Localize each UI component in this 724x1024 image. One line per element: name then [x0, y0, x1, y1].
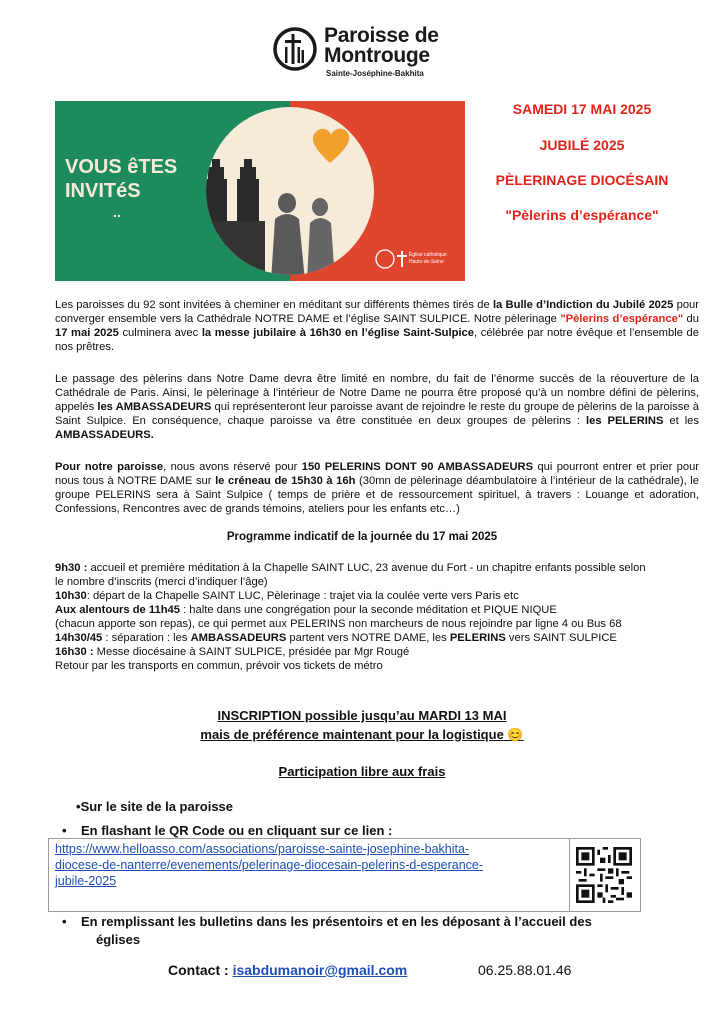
intro-paragraph: Les paroisses du 92 sont invitées à cheminer en méditant sur différents thèmes tirés de la Bulle d’Indiction du Jubilé 2025 pour converger ensemble vers la Cathédrale NOTRE DAME et l’église SAINT SULPICE. Notre pèlerinage "Pèlerins d’espérance" du 17 mai 2025 culminera avec la messe jubilaire à 16h30 en l’église Saint-Sulpice, célébrée par notre évêque et l’ensemble de nos prêtres.	[55, 299, 700, 353]
programme-list	[55, 561, 705, 673]
programme-item-9h30-cont: le nombre d’inscrits (merci d’indiquer l’âge)	[55, 576, 268, 588]
qr-code-icon[interactable]	[576, 847, 632, 903]
bullet-icon: •	[62, 823, 81, 838]
ambassadeurs-paragraph: Le passage des pèlerins dans Notre Dame devra être limité en nombre, du fait de l’énorme succès de la réouverture de la Cathédrale de Paris. Ainsi, le pèlerinage à l’intérieur de Notre Dame ne pourra être proposé qu’à un nombre défini de pèlerins, appelés les AMBASSADEURS qui représenteront leur paroisse avant de rejoindre le reste du groupe de pèlerins de la paroisse à Saint Sulpice. En conséquence, chaque paroisse va être constituée en deux groupes de pèlerins : les PELERINS et les AMBASSADEURS.	[55, 373, 700, 441]
option-bulletin: • En remplissant les bulletins dans les présentoirs et en les déposant à l’accueil des	[62, 914, 592, 929]
programme-item-9h30: 9h30 : accueil et première méditation à la Chapelle SAINT LUC, 23 avenue du Fort - un chapitre enfants possible selon	[55, 562, 646, 574]
programme-item-14h30: 14h30/45 : séparation : les AMBASSADEURS partent vers NOTRE DAME, les PELERINS vers SAINT SULPICE	[55, 632, 617, 644]
programme-item-11h45: Aux alentours de 11h45 : halte dans une congrégation pour la seconde méditation et PIQUE NIQUE	[55, 604, 557, 616]
programme-item-11h45-cont: (chacun apporte son repas), ce qui permet aux PELERINS non marcheurs de nous rejoindre par ligne 4 ou Bus 68	[55, 618, 622, 630]
inscription-deadline: INSCRIPTION possible jusqu’au MARDI 13 MAI	[217, 708, 507, 723]
pelerinage-title: PÈLERINAGE DIOCÉSAIN	[495, 172, 669, 188]
event-banner	[55, 101, 465, 281]
jubile-title: JUBILÉ 2025	[539, 137, 625, 153]
banner-text-line2: INVITéS	[65, 180, 141, 202]
theme-title: "Pèlerins d’espérance"	[505, 207, 659, 223]
programme-title: Programme indicatif de la journée du 17 mai 2025	[226, 531, 498, 543]
registration-link[interactable]	[49, 839, 569, 891]
banner-dots: ..	[113, 204, 121, 220]
registration-link-line3[interactable]: jubile-2025	[55, 874, 117, 888]
logo-subtitle: Sainte-Joséphine-Bakhita	[326, 69, 424, 78]
parish-logo	[272, 26, 472, 82]
banner-text-line1: VOUS êTES	[65, 156, 178, 178]
programme-item-16h30: 16h30 : Messe diocésaine à SAINT SULPICE, présidée par Mgr Rougé	[55, 646, 410, 658]
programme-item-retour: Retour par les transports en commun, prévoir vos tickets de métro	[55, 660, 383, 672]
banner-badge-line1: Église catholique	[409, 252, 447, 258]
option-site: •Sur le site de la paroisse	[76, 799, 234, 814]
banner-badge-line2: Hauts-de-Seine	[409, 259, 444, 265]
inscription-logistique: mais de préférence maintenant pour la logistique 😊	[200, 727, 524, 742]
logo-line2: Montrouge	[324, 44, 430, 67]
parish-cross-icon	[272, 26, 318, 72]
registration-link-line2[interactable]: diocese-de-nanterre/evenements/pelerinage-diocesain-pelerins-d-esperance-	[55, 858, 484, 872]
registration-link-line1[interactable]: https://www.helloasso.com/associations/paroisse-sainte-josephine-bakhita-	[55, 842, 470, 856]
bullet-icon: •	[62, 914, 81, 929]
contact-email-link[interactable]: isabdumanoir@gmail.com	[232, 962, 408, 978]
bullet-icon: •	[76, 799, 81, 814]
option-bulletin-cont: églises	[96, 932, 141, 947]
qr-code-box	[568, 838, 641, 912]
contact-label: Contact :	[168, 962, 233, 978]
programme-item-10h30: 10h30: départ de la Chapelle SAINT LUC, Pèlerinage : trajet via la coulée verte vers Paris etc	[55, 590, 519, 602]
reservation-paragraph: Pour notre paroisse, nous avons réservé pour 150 PELERINS DONT 90 AMBASSADEURS qui pourront entrer et prier pour nous tous à NOTRE DAME sur le créneau de 15h30 à 16h (30mn de pèlerinage déambulatoire à l’intérieur de la cathédrale), le groupe PELERINS sera à Saint Sulpice ( temps de prière et de ressourcement spirituel, à travers : Louange et adoration, Confessions, Rencontres avec de grands témoins, ateliers pour les enfants etc…)	[55, 461, 700, 515]
logo-line1: Paroisse de	[324, 24, 439, 47]
participation-note: Participation libre aux frais	[278, 764, 446, 779]
event-date: SAMEDI 17 MAI 2025	[512, 101, 652, 117]
registration-link-box	[48, 838, 570, 912]
contact-line	[168, 962, 407, 978]
contact-phone: 06.25.88.01.46	[478, 962, 572, 978]
option-qr: • En flashant le QR Code ou en cliquant sur ce lien :	[62, 823, 393, 838]
banner-illustration	[55, 101, 465, 281]
